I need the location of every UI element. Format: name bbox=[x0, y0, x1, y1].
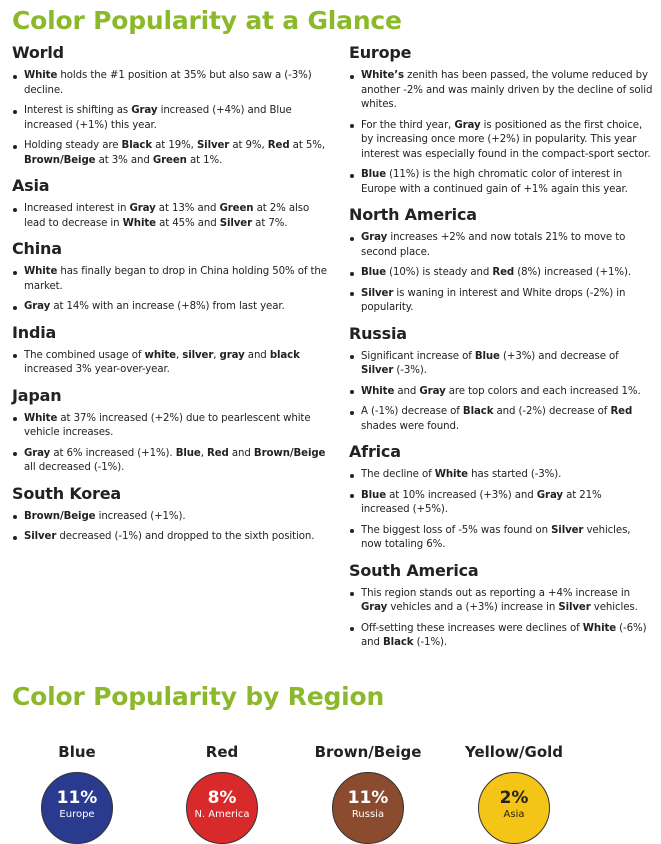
bullet-item bbox=[12, 510, 330, 525]
bullet-text: at 37% increased (+2%) due to pearlescent white vehicle increases. bbox=[24, 412, 311, 438]
bullet-text: A (-1%) decrease of bbox=[361, 406, 463, 417]
bold-term: Silver bbox=[551, 524, 584, 536]
bullet-item bbox=[12, 265, 330, 294]
bullet-text: shades were found. bbox=[361, 420, 459, 432]
bullet-text: is waning in interest and White drops (-2%) in popularity. bbox=[361, 287, 626, 313]
bold-term: Gray bbox=[361, 602, 388, 613]
bullet-item bbox=[349, 524, 653, 553]
bullet-text: increases +2% and now totals 21% to move to second place. bbox=[361, 232, 626, 258]
bold-term: White bbox=[122, 217, 156, 229]
yellow-gold-circle bbox=[478, 772, 550, 844]
bullet-text: has finally began to drop in China holding 50% of the market. bbox=[24, 266, 327, 292]
bold-term: Brown/Beige bbox=[24, 510, 96, 522]
region-section-japan bbox=[12, 387, 330, 476]
region-section-south-america bbox=[349, 562, 653, 651]
bubble-brown-beige bbox=[314, 742, 422, 844]
bullet-item bbox=[12, 300, 330, 315]
region-section-europe bbox=[349, 44, 653, 197]
brown-beige-circle bbox=[332, 772, 404, 844]
bubble-percent: 11% bbox=[347, 788, 389, 808]
bullet-text: (11%) is the high chromatic color of interest in Europe with a continued gain of +1% again this year. bbox=[361, 169, 628, 195]
bold-term: Gray bbox=[131, 105, 158, 116]
bold-term: silver bbox=[182, 349, 214, 361]
bold-term: Gray bbox=[129, 203, 156, 214]
bold-term: Gray bbox=[454, 119, 481, 131]
bold-term: White bbox=[361, 385, 395, 397]
bold-term: Gray bbox=[361, 232, 388, 243]
bold-term: Gray bbox=[24, 447, 51, 459]
bullet-text: vehicles, now totaling 6%. bbox=[361, 524, 631, 550]
bullet-list bbox=[12, 412, 330, 476]
region-section-africa bbox=[349, 443, 653, 553]
bullet-text: Holding steady are bbox=[24, 140, 122, 151]
bullet-item bbox=[349, 489, 653, 518]
bubble-label: Brown/Beige bbox=[314, 743, 422, 761]
bold-term: Gray bbox=[419, 385, 446, 397]
bullet-text: and bbox=[244, 349, 270, 361]
bullet-text: , bbox=[200, 447, 207, 459]
bullet-item bbox=[12, 447, 330, 476]
bold-term: Gray bbox=[536, 489, 563, 501]
right-column bbox=[349, 44, 653, 651]
bullet-text: The biggest loss of -5% was found on bbox=[361, 524, 552, 536]
region-section-north-america bbox=[349, 206, 653, 316]
bullet-item bbox=[349, 266, 653, 281]
bullet-text: all decreased (-1%). bbox=[24, 462, 125, 473]
bullet-item bbox=[349, 587, 653, 616]
bold-term: Silver bbox=[196, 140, 230, 151]
bold-term: Silver bbox=[219, 217, 253, 229]
bubble-percent: 8% bbox=[207, 788, 237, 808]
bullet-item bbox=[349, 468, 653, 483]
bullet-text: at 9%, bbox=[229, 140, 268, 151]
section-title-by-region: Color Popularity by Region bbox=[12, 682, 385, 711]
bullet-text: has started (-3%). bbox=[467, 469, 562, 480]
bold-term: Red bbox=[610, 406, 633, 417]
bubble-blue bbox=[32, 742, 122, 844]
bullet-item bbox=[349, 622, 653, 651]
bullet-text: at 10% increased (+3%) and bbox=[386, 489, 537, 501]
region-heading: Japan bbox=[12, 385, 62, 405]
bullet-text: at 21% increased (+5%). bbox=[361, 489, 602, 515]
bullet-text: (-1%). bbox=[413, 637, 448, 648]
bullet-list bbox=[12, 349, 330, 378]
bold-term: white bbox=[144, 349, 176, 361]
region-heading: Asia bbox=[12, 176, 50, 195]
bullet-list bbox=[349, 587, 653, 651]
bullet-list bbox=[12, 202, 330, 231]
bullet-text: at 5%, bbox=[289, 140, 325, 151]
bullet-item bbox=[349, 119, 653, 163]
bold-term: Blue bbox=[175, 447, 201, 459]
bullet-list bbox=[12, 510, 330, 545]
region-heading: India bbox=[12, 322, 57, 342]
bold-term: Red bbox=[267, 140, 290, 151]
bubble-red bbox=[177, 742, 267, 844]
bubble-region: Asia bbox=[503, 809, 525, 820]
bullet-text: decreased (-1%) and dropped to the sixth position. bbox=[56, 531, 315, 542]
bullet-text: and bbox=[228, 447, 254, 459]
bullet-text: (-3%). bbox=[393, 365, 427, 376]
bullet-item bbox=[12, 530, 330, 545]
bullet-list bbox=[349, 231, 653, 316]
bubble-region: Russia bbox=[351, 809, 385, 820]
bullet-text: at 19%, bbox=[152, 140, 197, 151]
bullet-list bbox=[349, 69, 653, 197]
bullet-text: at 13% and bbox=[155, 203, 220, 214]
bold-term: White’s bbox=[361, 70, 404, 81]
bold-term: Blue bbox=[361, 489, 387, 501]
bold-term: Silver bbox=[24, 531, 57, 542]
bubble-percent: 11% bbox=[56, 788, 98, 808]
region-heading: North America bbox=[349, 205, 477, 224]
bullet-text: increased (+1%). bbox=[95, 510, 186, 522]
page-title: Color Popularity at a Glance bbox=[12, 6, 402, 35]
bubble-label: Red bbox=[205, 743, 239, 761]
bold-term: Brown/Beige bbox=[253, 447, 326, 459]
bullet-text: vehicles and a (+3%) increase in bbox=[387, 602, 559, 613]
bullet-text: are top colors and each increased 1%. bbox=[445, 385, 641, 397]
region-section-russia bbox=[349, 325, 653, 435]
bold-term: Green bbox=[219, 203, 254, 214]
bullet-text: at 14% with an increase (+8%) from last year. bbox=[50, 301, 285, 312]
bullet-text: at 3% and bbox=[95, 154, 153, 166]
bullet-item bbox=[12, 412, 330, 441]
bullet-text: Off-setting these increases were declines of bbox=[361, 622, 583, 634]
bullet-item bbox=[349, 350, 653, 379]
bold-term: Blue bbox=[474, 350, 500, 362]
bullet-item bbox=[12, 69, 330, 98]
bold-term: Black bbox=[462, 406, 494, 417]
region-section-asia bbox=[12, 177, 330, 231]
bullet-item bbox=[12, 104, 330, 133]
bullet-list bbox=[349, 350, 653, 435]
bullet-item bbox=[349, 385, 653, 400]
bullet-text: at 7%. bbox=[252, 217, 288, 229]
bullet-text: , bbox=[175, 349, 183, 361]
region-bubbles bbox=[0, 742, 661, 838]
bullet-item bbox=[12, 202, 330, 231]
bold-term: Silver bbox=[361, 365, 394, 376]
bullet-item bbox=[349, 405, 653, 434]
bold-term: Blue bbox=[361, 267, 387, 278]
bubble-region: Europe bbox=[59, 809, 95, 820]
bullet-item bbox=[349, 69, 653, 113]
bullet-text: holds the #1 position at 35% but also saw a (-3%) decline. bbox=[24, 70, 312, 96]
region-heading: Russia bbox=[349, 323, 407, 343]
bubble-label: Blue bbox=[58, 743, 96, 761]
bullet-item bbox=[349, 287, 653, 316]
bullet-text: at 1%. bbox=[186, 154, 223, 166]
bold-term: White bbox=[24, 70, 58, 81]
region-heading: Europe bbox=[349, 43, 412, 62]
bullet-text: at 2% also lead to decrease in bbox=[24, 203, 310, 229]
bullet-text: zenith has been passed, the volume reduced by another -2% and was mainly driven by the decline of solid whites. bbox=[361, 70, 653, 110]
bullet-text: , bbox=[213, 349, 220, 361]
bullet-text: (8%) increased (+1%). bbox=[514, 267, 631, 278]
bullet-text: The decline of bbox=[361, 469, 435, 480]
bullet-text: For the third year, bbox=[361, 119, 455, 131]
bold-term: Silver bbox=[558, 602, 591, 613]
bold-term: White bbox=[434, 469, 468, 480]
bullet-text: (10%) is steady and bbox=[386, 267, 493, 278]
bullet-text: (-6%) and bbox=[361, 622, 647, 648]
region-section-south-korea bbox=[12, 485, 330, 545]
bullet-text: at 45% and bbox=[155, 217, 220, 229]
bubble-percent: 2% bbox=[499, 788, 529, 808]
bullet-text: (+3%) and decrease of bbox=[499, 350, 619, 362]
bullet-item bbox=[349, 168, 653, 197]
bubble-region: N. America bbox=[194, 809, 250, 820]
region-heading: World bbox=[12, 43, 64, 62]
bullet-text: Increased interest in bbox=[24, 203, 130, 214]
region-section-world bbox=[12, 44, 330, 168]
region-heading: China bbox=[12, 239, 62, 258]
bullet-text: increased 3% year-over-year. bbox=[24, 364, 170, 375]
blue-circle bbox=[41, 772, 113, 844]
bullet-item bbox=[349, 231, 653, 260]
bold-term: White bbox=[582, 622, 617, 634]
left-column bbox=[12, 44, 330, 545]
bullet-text: Interest is shifting as bbox=[24, 105, 132, 116]
bold-term: Gray bbox=[24, 301, 51, 312]
region-section-india bbox=[12, 324, 330, 378]
bold-term: White bbox=[24, 412, 58, 424]
bold-term: Black bbox=[121, 140, 152, 151]
region-heading: Africa bbox=[349, 442, 401, 461]
bold-term: black bbox=[269, 349, 300, 361]
bullet-list bbox=[12, 265, 330, 315]
bold-term: Brown/Beige bbox=[24, 154, 96, 166]
bold-term: Green bbox=[152, 154, 187, 166]
bubble-yellow-gold bbox=[464, 742, 564, 844]
bold-term: White bbox=[24, 266, 58, 277]
bold-term: gray bbox=[219, 349, 245, 361]
bullet-list bbox=[12, 69, 330, 168]
bullet-text: increased (+4%) and Blue increased (+1%) this year. bbox=[24, 105, 292, 131]
bold-term: Red bbox=[207, 447, 229, 459]
bullet-text: vehicles. bbox=[590, 602, 638, 613]
bullet-item bbox=[12, 139, 330, 168]
region-heading: South America bbox=[349, 560, 479, 580]
bubble-label: Yellow/Gold bbox=[464, 743, 564, 761]
bullet-list bbox=[349, 468, 653, 553]
bullet-text: is positioned as the first choice, by increasing once more (+2%) in popularity. This year interest was especially found in the compact-sport sector. bbox=[361, 119, 651, 160]
region-heading: South Korea bbox=[12, 483, 121, 503]
bullet-text: and bbox=[394, 385, 420, 397]
bold-term: Red bbox=[492, 267, 515, 278]
bullet-text: Significant increase of bbox=[361, 350, 475, 362]
region-section-china bbox=[12, 240, 330, 315]
bold-term: Blue bbox=[361, 169, 387, 180]
bullet-text: at 6% increased (+1%). bbox=[50, 447, 176, 459]
bullet-text: This region stands out as reporting a +4% increase in bbox=[361, 587, 630, 599]
bold-term: Black bbox=[383, 637, 414, 648]
bullet-text: The combined usage of bbox=[24, 349, 145, 361]
red-circle bbox=[186, 772, 258, 844]
bullet-text: and (-2%) decrease of bbox=[493, 406, 611, 417]
bullet-item bbox=[12, 349, 330, 378]
bold-term: Silver bbox=[361, 287, 394, 299]
